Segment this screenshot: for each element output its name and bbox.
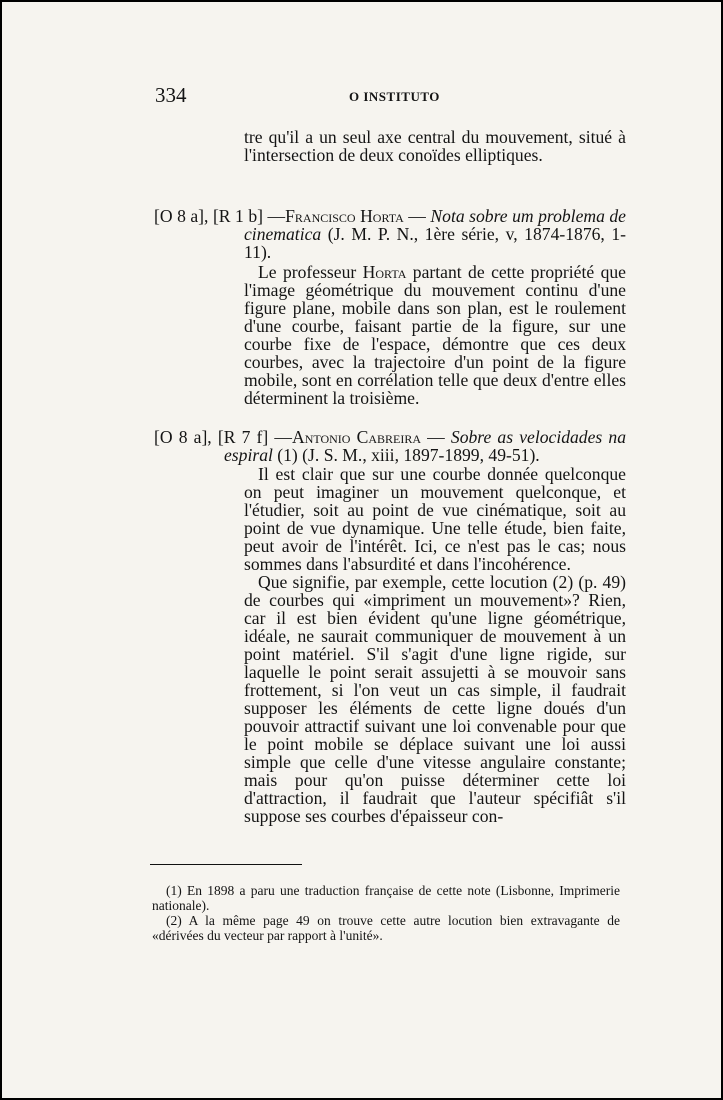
entry-title: Nota sobre um problema de cinematica bbox=[244, 206, 626, 244]
entry-citation: (J. M. P. N., 1ère série, v, 1874-1876, 1-11). bbox=[244, 224, 626, 262]
review-paragraph-2: Que signifie, par exemple, cette locution (2) (p. 49) de courbes qui «impriment un mouvement»? Rien, car il est bien évident qu'une ligne géométrique, idéale, ne saurait communiquer de mouvement à un point matériel. S'il s'agit d'une ligne rigide, sur laquelle le point serait assujetti à se mouvoir sans frottement, si l'on veut un cas simple, il faudrait supposer les éléments de cette ligne doués d'un pouvoir attractif suivant une loi convenable pour que le point mobile se déplace suivant une loi aussi simple que celle d'une vitesse angulaire constante; mais pour qu'on puisse déterminer cette loi d'attraction, il faudrait que l'auteur spécifiât s'il suppose ses courbes d'épaisseur con- bbox=[244, 572, 626, 826]
entry-author: Francisco Horta bbox=[285, 206, 404, 226]
footnotes bbox=[152, 883, 620, 943]
footnote-2: (2) A la même page 49 on trouve cette autre locution bien extravagante de «dérivées du vecteur par rapport à l'unité». bbox=[152, 913, 620, 943]
classification-code: [O 8 a], [R 7 f] — bbox=[154, 427, 292, 447]
review-text-end: partant de cette propriété que l'image géométrique du mouvement continu d'une figure plane, mobile dans son plan, est le roulement d'une courbe, faisant partie de la figure, sur une courbe fixe de l'espace, démontre que ces deux courbes, avec la trajectoire d'un point de la figure mobile, sont en corrélation telle que deux d'entre elles déterminent la troisième. bbox=[244, 262, 626, 408]
review-cabreira bbox=[244, 465, 626, 825]
author-name: Horta bbox=[362, 262, 407, 282]
footnote-1: (1) En 1898 a paru une traduction française de cette note (Lisbonne, Imprimerie nationale). bbox=[152, 883, 620, 913]
review-paragraph bbox=[244, 263, 626, 407]
classification-code: [O 8 a], [R 1 b] — bbox=[154, 206, 286, 226]
dash: — bbox=[403, 206, 431, 226]
running-head: O INSTITUTO bbox=[349, 89, 440, 104]
continuation-text: tre qu'il a un seul axe central du mouvement, situé à l'intersection de deux conoïdes elliptiques. bbox=[244, 127, 626, 165]
review-horta bbox=[244, 263, 626, 407]
entry-citation: (1) (J. S. M., xiii, 1897-1899, 49-51). bbox=[272, 445, 540, 465]
continuation-paragraph bbox=[244, 128, 626, 164]
page-header bbox=[2, 83, 721, 111]
review-text-start: Le professeur bbox=[258, 262, 363, 282]
entry-heading bbox=[154, 207, 626, 261]
dash: — bbox=[421, 427, 451, 447]
footnote-rule bbox=[150, 864, 302, 865]
entry-author: Antonio Cabreira bbox=[291, 427, 422, 447]
page-number: 334 bbox=[155, 83, 187, 107]
review-paragraph-1: Il est clair que sur une courbe donnée quelconque on peut imaginer un mouvement quelconque, et l'étudier, soit au point de vue cinématique, soit au point de vue dynamique. Une telle étude, bien faite, peut avoir de l'intérêt. Ici, ce n'est pas le cas; nous sommes dans l'absurdité et dans l'incohérence. bbox=[244, 464, 626, 574]
bibliography-entry-cabreira bbox=[154, 428, 626, 464]
entry-heading bbox=[154, 428, 626, 464]
bibliography-entry-horta bbox=[154, 207, 626, 261]
entry-title: Sobre as velocidades na espiral bbox=[224, 427, 626, 465]
